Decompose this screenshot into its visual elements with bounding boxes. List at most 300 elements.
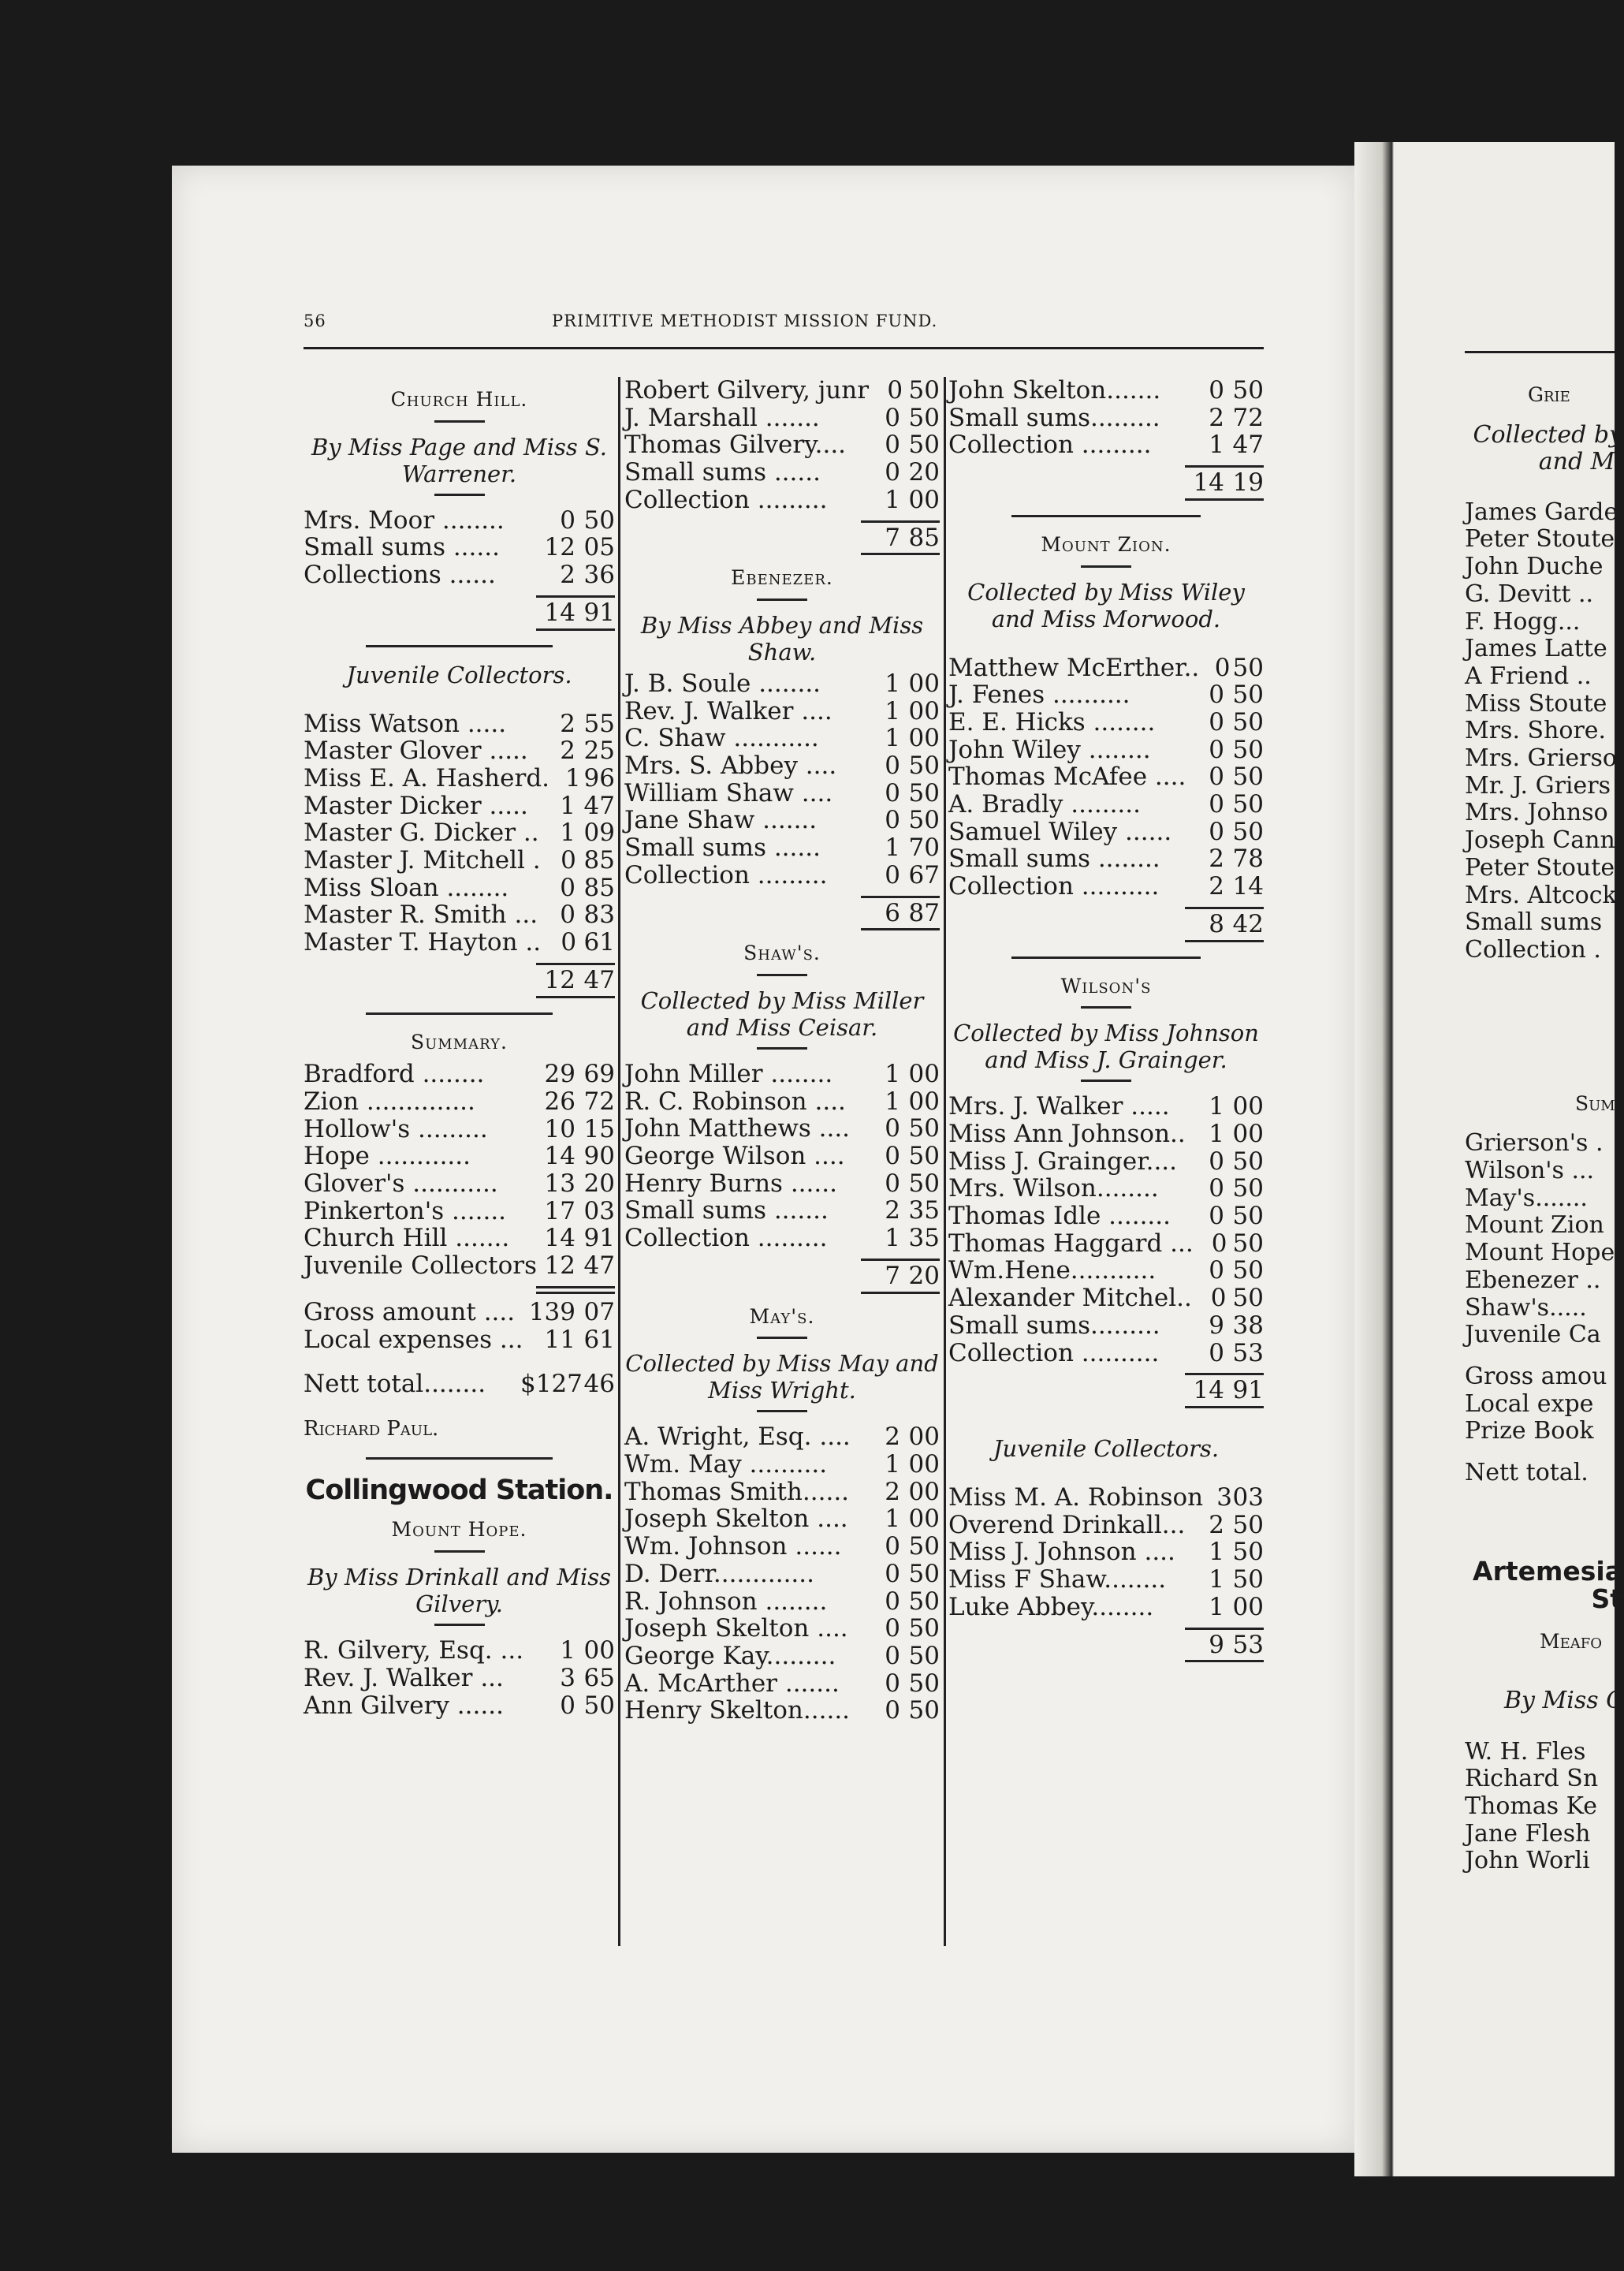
entry-dollars: 0	[1209, 1202, 1224, 1231]
section-total: 7 85	[861, 520, 940, 556]
entry-row	[304, 901, 615, 929]
entry-name: Mrs. Wilson........	[948, 1174, 1159, 1203]
facing-entry-name: Shaw's.....	[1465, 1293, 1587, 1322]
entry-cents: 00	[908, 1087, 940, 1116]
entry-cents: 85	[583, 846, 615, 875]
entry-row	[624, 725, 940, 752]
entry-row	[624, 1115, 940, 1143]
entry-dollars: 14	[544, 1224, 575, 1253]
entry-cents: 50	[583, 505, 615, 535]
entry-dollars: 2	[560, 709, 575, 738]
collectors-line: Collected by Miss Johnson and Miss J. Grainger.	[953, 1020, 1259, 1074]
entry-dollars: 1	[1209, 1119, 1224, 1148]
entry-row	[304, 1143, 615, 1170]
entry-dollars: 0	[1209, 817, 1224, 846]
entry-row	[304, 1637, 615, 1665]
entry-dollars: 1	[885, 833, 900, 863]
entry-dollars: 0	[885, 860, 900, 889]
entry-cents: 50	[1232, 653, 1264, 682]
entry-row	[624, 1143, 940, 1170]
entry-cents: 00	[583, 1636, 615, 1665]
entry-name: Miss J. Grainger....	[948, 1147, 1178, 1176]
entry-row	[624, 780, 940, 807]
entry-dollars: 1	[885, 1224, 900, 1253]
entry-cents: 47	[583, 791, 615, 820]
entry-cents: 78	[1232, 845, 1264, 874]
entry-cents: 05	[583, 533, 615, 562]
entry-name: Luke Abbey........	[948, 1592, 1154, 1621]
entry-name: Miss Watson .....	[304, 709, 507, 738]
entry-row	[624, 487, 940, 514]
entry-dollars: 0	[1209, 1174, 1224, 1203]
entry-row	[948, 1512, 1264, 1539]
entry-name: Collection .........	[948, 431, 1152, 460]
section-total: 7 20	[861, 1259, 940, 1294]
entry-name: D. Derr.............	[624, 1559, 814, 1588]
entry-name: J. Marshall .......	[624, 403, 820, 432]
entry-row	[948, 1175, 1264, 1203]
entry-name: Master R. Smith ...	[304, 901, 538, 930]
entry-cents: 50	[1232, 1538, 1264, 1567]
entry-cents: 50	[908, 1114, 940, 1143]
entry-cents: 15	[583, 1114, 615, 1143]
nett-total-row: Nett total........ $127 46	[304, 1370, 615, 1399]
facing-entry-name: Mrs. Altcock	[1465, 881, 1617, 909]
entry-cents: 50	[908, 1669, 940, 1698]
entry-row	[948, 681, 1264, 709]
entry-row	[304, 1088, 615, 1116]
section-title: Wilson's	[1060, 974, 1152, 998]
entry-name: Thomas Haggard ...	[948, 1229, 1194, 1258]
entry-cents: 00	[908, 1477, 940, 1506]
entry-dollars: 0	[1209, 790, 1224, 819]
entry-row	[624, 1505, 940, 1533]
entry-row	[948, 1566, 1264, 1594]
section-total: 12 47	[536, 963, 615, 998]
facing-entry-name: Miss Stoute	[1465, 689, 1607, 718]
entry-name: Wm. May ..........	[624, 1449, 828, 1479]
divider	[757, 1410, 807, 1412]
facing-collectors-line: Collected by	[1473, 420, 1622, 449]
entry-dollars: 0	[1211, 1229, 1227, 1258]
entry-dollars: 2	[560, 736, 575, 766]
entry-row	[948, 1340, 1264, 1367]
divider	[757, 974, 807, 976]
entry-dollars: 1	[885, 1505, 900, 1534]
entry-name: C. Shaw ...........	[624, 724, 819, 753]
entry-cents: 50	[1232, 790, 1264, 819]
facing-nett-total: Nett total.	[1465, 1459, 1589, 1487]
entry-name: Robert Gilvery, junr	[624, 376, 870, 405]
entry-dollars: 0	[885, 1696, 900, 1725]
entry-dollars: 9	[1209, 1311, 1224, 1340]
entry-name: Wm. Johnson ......	[624, 1532, 842, 1561]
collectors-line: Collected by Miss May and Miss Wright.	[625, 1350, 939, 1404]
entry-cents: 03	[1232, 1482, 1264, 1512]
entry-name: Collection ..........	[948, 1338, 1160, 1367]
entry-cents: 50	[908, 1142, 940, 1171]
entry-name: George Wilson ....	[624, 1142, 845, 1171]
entry-dollars: 0	[1210, 1284, 1227, 1313]
section-title: Mount Zion.	[1041, 532, 1171, 556]
section-total: 8 42	[1185, 907, 1264, 942]
entry-row	[624, 459, 940, 487]
entry-cents: 00	[908, 1449, 940, 1479]
entry-name: Zion ..............	[304, 1087, 475, 1116]
entry-row	[624, 1561, 940, 1588]
entry-cents: 91	[583, 1224, 615, 1253]
entry-cents: 14	[1232, 872, 1264, 901]
entry-name: Small sums.........	[948, 1311, 1160, 1340]
entry-dollars: 0	[560, 873, 575, 902]
entry-cents: 36	[583, 561, 615, 590]
entry-row	[948, 1230, 1264, 1258]
entry-dollars: 1	[885, 1087, 900, 1116]
entry-row	[948, 1538, 1264, 1566]
entry-dollars: 2	[1209, 1510, 1224, 1539]
entry-cents: 50	[1232, 1202, 1264, 1231]
entry-name: Small sums.........	[948, 403, 1160, 432]
facing-entry-name: Grierson's .	[1465, 1129, 1604, 1158]
entry-dollars: 0	[560, 505, 575, 535]
entry-dollars: 0	[1209, 735, 1224, 764]
entry-row	[948, 1093, 1264, 1121]
entry-name: Collection .........	[624, 485, 828, 514]
facing-entry-name: Mount Zion	[1465, 1211, 1604, 1240]
entry-name: Glover's ...........	[304, 1169, 498, 1199]
divider	[434, 494, 485, 496]
entry-row	[624, 1061, 940, 1088]
entry-dollars: 0	[560, 901, 575, 930]
entry-row	[948, 1121, 1264, 1148]
entry-row	[624, 807, 940, 834]
entry-name: R. Gilvery, Esq. ...	[304, 1636, 524, 1665]
facing-entry-name: Thomas Ke	[1465, 1792, 1598, 1821]
entry-cents: 47	[583, 1251, 615, 1281]
entry-dollars: 2	[885, 1423, 900, 1452]
entry-dollars: 0	[1214, 653, 1231, 682]
entry-row	[948, 791, 1264, 819]
section-title: Juvenile Collectors.	[993, 1434, 1220, 1462]
entry-name: Collections ......	[304, 561, 496, 590]
entry-row	[624, 1588, 940, 1616]
entry-row	[304, 534, 615, 561]
entry-row	[304, 819, 615, 847]
entry-row	[624, 698, 940, 725]
entry-cents: 50	[1232, 1256, 1264, 1285]
entry-dollars: 1	[885, 724, 900, 753]
collectors-line: By Miss Page and Miss S. Warrener.	[311, 433, 608, 487]
entry-cents: 72	[1232, 403, 1264, 432]
entry-row	[304, 561, 615, 589]
entry-dollars: 0	[885, 1641, 900, 1670]
entry-name: Small sums ......	[624, 458, 821, 487]
entry-cents: 00	[908, 724, 940, 753]
entry-dollars: 0	[885, 431, 900, 460]
entry-dollars: 0	[1209, 681, 1224, 710]
facing-subsection-title: Meafo	[1540, 1630, 1602, 1654]
entry-cents: 03	[583, 1196, 615, 1225]
divider	[1081, 1006, 1131, 1009]
entry-name: Mrs. Moor ........	[304, 505, 505, 535]
entry-dollars: 2	[1209, 403, 1224, 432]
entry-cents: 50	[1232, 1565, 1264, 1594]
entry-row	[304, 1061, 615, 1088]
entry-dollars: 0	[885, 1169, 900, 1198]
entry-dollars: 0	[1209, 1256, 1224, 1285]
entry-cents: 00	[1232, 1092, 1264, 1121]
column-divider-1	[618, 377, 620, 1946]
entry-row	[948, 1312, 1264, 1340]
entry-cents: 50	[583, 1691, 615, 1720]
facing-entry-name: James Latte	[1465, 635, 1607, 663]
entry-name: Small sums ......	[624, 833, 821, 863]
page-number: 56	[304, 311, 326, 330]
entry-cents: 85	[583, 873, 615, 902]
entry-cents: 50	[908, 751, 940, 781]
entry-dollars: 2	[1209, 872, 1224, 901]
entry-dollars: 3	[1216, 1482, 1232, 1512]
entry-row	[304, 847, 615, 874]
collectors-line: By Miss Abbey and Miss Shaw.	[640, 611, 924, 666]
signature: Richard Paul.	[304, 1416, 439, 1441]
entry-cents: 50	[1232, 681, 1264, 710]
entry-cents: 50	[908, 778, 940, 807]
entry-cents: 50	[908, 403, 940, 432]
book-gutter	[1354, 142, 1394, 2176]
entry-dollars: 1	[1209, 1592, 1224, 1621]
entry-name: A. Bradly .........	[948, 790, 1141, 819]
facing-by-line: By Miss C	[1504, 1686, 1624, 1714]
entry-cents: 50	[1232, 1147, 1264, 1176]
entry-row	[304, 1116, 615, 1143]
entry-dollars: 1	[885, 485, 900, 514]
entry-cents: 50	[1232, 817, 1264, 846]
facing-entry-name: Richard Sn	[1465, 1765, 1599, 1793]
entry-dollars: 1	[885, 669, 900, 698]
entry-row	[304, 792, 615, 820]
entry-row	[948, 1594, 1264, 1621]
entry-dollars: 2	[885, 1196, 900, 1225]
facing-section-title: Grie	[1528, 383, 1570, 406]
entry-name: Samuel Wiley ......	[948, 817, 1172, 846]
divider	[757, 1047, 807, 1050]
entry-cents: 20	[583, 1169, 615, 1199]
facing-entry-name: Gross amou	[1465, 1362, 1607, 1390]
entry-row	[304, 1665, 615, 1692]
facing-entry-name: Peter Stoute	[1465, 853, 1615, 882]
entry-cents: 00	[1232, 1592, 1264, 1621]
entry-row	[304, 874, 615, 902]
entry-cents: 65	[583, 1663, 615, 1692]
section-divider	[366, 1457, 553, 1460]
entry-name: Overend Drinkall...	[948, 1510, 1186, 1539]
collectors-line: Collected by Miss Miller and Miss Ceisar.	[640, 986, 924, 1041]
entry-dollars: 0	[561, 928, 577, 957]
entry-row	[948, 873, 1264, 901]
entry-name: Alexander Mitchel..	[948, 1284, 1192, 1313]
entry-name: Henry Skelton......	[624, 1696, 851, 1725]
entry-row	[304, 1692, 615, 1720]
facing-entry-name: Juvenile Ca	[1465, 1321, 1601, 1349]
entry-dollars: 14	[544, 1142, 575, 1171]
entry-cents: 00	[908, 669, 940, 698]
section-divider	[366, 1012, 553, 1015]
facing-entry-name: James Garde	[1465, 498, 1618, 526]
entry-row	[304, 1170, 615, 1198]
entry-dollars: 0	[885, 1669, 900, 1698]
entry-row	[948, 654, 1264, 682]
facing-entry-name: G. Devitt ..	[1465, 580, 1594, 608]
entry-dollars: 0	[885, 806, 900, 835]
section-total: 14 91	[536, 595, 615, 631]
entry-row	[624, 1170, 940, 1198]
entry-name: Small sums .......	[624, 1196, 829, 1225]
entry-cents: 00	[908, 696, 940, 725]
entry-dollars: 3	[560, 1663, 575, 1692]
entry-dollars: 1	[885, 696, 900, 725]
entry-name: Miss Ann Johnson..	[948, 1119, 1186, 1148]
facing-station-line: St	[1591, 1583, 1622, 1614]
facing-header-rule	[1465, 351, 1615, 353]
entry-cents: 50	[908, 1641, 940, 1670]
entry-dollars: 12	[544, 1251, 575, 1281]
entry-row	[304, 507, 615, 535]
entry-dollars: 1	[885, 1059, 900, 1088]
entry-row	[624, 834, 940, 862]
entry-cents: 70	[908, 833, 940, 863]
entry-dollars: 13	[544, 1169, 575, 1199]
entry-row	[304, 929, 615, 957]
entry-dollars: 1	[1209, 1538, 1224, 1567]
facing-entry-name: Small sums	[1465, 908, 1603, 937]
entry-cents: 67	[908, 860, 940, 889]
section-title: Shaw's.	[743, 942, 821, 965]
entry-cents: 35	[908, 1196, 940, 1225]
entry-dollars: 0	[561, 846, 576, 875]
entry-name: Thomas Smith......	[624, 1477, 850, 1506]
entry-dollars: 0	[1209, 707, 1224, 736]
facing-entry-name: May's.......	[1465, 1184, 1588, 1212]
entry-name: George Kay.........	[624, 1641, 836, 1670]
section-title: Church Hill.	[390, 388, 528, 411]
facing-page-text	[1465, 377, 1622, 1875]
entry-name: Master T. Hayton ..	[304, 928, 542, 957]
entry-row	[624, 1643, 940, 1670]
facing-entry-name: Mount Hope	[1465, 1239, 1615, 1267]
entry-row	[624, 1451, 940, 1479]
entry-dollars: 1	[560, 1636, 575, 1665]
station-heading: Collingwood Station.	[305, 1474, 613, 1506]
entry-cents: 50	[1232, 1284, 1264, 1313]
gross-amount-row: Gross amount .... 139 07	[304, 1297, 615, 1326]
entry-cents: 83	[583, 901, 615, 930]
entry-row	[624, 752, 940, 780]
entry-row	[624, 1533, 940, 1561]
facing-station-heading	[1465, 1555, 1622, 1614]
section-divider	[1011, 515, 1201, 517]
entry-name: Jane Shaw .......	[624, 806, 818, 835]
entry-cents: 00	[908, 1505, 940, 1534]
entry-dollars: 0	[885, 1114, 900, 1143]
entry-name: John Miller ........	[624, 1059, 833, 1088]
section-total: 6 87	[861, 896, 940, 931]
entry-name: Joseph Skelton ....	[624, 1614, 848, 1643]
entry-cents: 55	[583, 709, 615, 738]
entry-cents: 47	[1232, 431, 1264, 460]
entry-row	[624, 1670, 940, 1698]
entry-name: Pinkerton's .......	[304, 1196, 507, 1225]
entry-cents: 50	[1232, 763, 1264, 792]
entry-cents: 50	[908, 806, 940, 835]
entry-name: R. C. Robinson ....	[624, 1087, 846, 1116]
entry-cents: 50	[908, 1559, 940, 1588]
facing-entry-name: A Friend ..	[1465, 662, 1592, 690]
entry-row	[304, 1252, 615, 1280]
entry-name: Master Glover .....	[304, 736, 528, 766]
running-title: PRIMITIVE METHODIST MISSION FUND.	[552, 311, 938, 330]
entry-row	[948, 431, 1264, 459]
entry-row	[948, 1484, 1264, 1512]
facing-entry-name: Mrs. Grierso	[1465, 744, 1617, 773]
entry-cents: 50	[908, 1614, 940, 1643]
entry-name: Hollow's .........	[304, 1114, 488, 1143]
divider	[757, 1337, 807, 1339]
entry-row	[948, 377, 1264, 405]
entry-row	[948, 1257, 1264, 1285]
entry-name: Rev. J. Walker ....	[624, 696, 832, 725]
entry-name: E. E. Hicks ........	[948, 707, 1156, 736]
section-title: Summary.	[411, 1030, 508, 1053]
entry-dollars: 1	[560, 791, 575, 820]
section-total: 14 19	[1185, 465, 1264, 501]
entry-name: Miss M. A. Robinson	[948, 1482, 1204, 1512]
entry-cents: 00	[1232, 1119, 1264, 1148]
collectors-line: Collected by Miss Wiley and Miss Morwood.	[967, 578, 1245, 632]
facing-entry-name: Joseph Cann	[1465, 826, 1615, 855]
entry-name: Mrs. S. Abbey ....	[624, 751, 837, 781]
facing-collectors	[1465, 422, 1622, 475]
entry-row	[624, 1423, 940, 1451]
entry-row	[948, 819, 1264, 846]
entry-dollars: 0	[885, 1614, 900, 1643]
facing-entry-name: Mr. J. Griers	[1465, 771, 1611, 800]
facing-entry-name: Mrs. Johnso	[1465, 799, 1608, 827]
entry-row	[948, 736, 1264, 764]
entry-name: Church Hill .......	[304, 1224, 510, 1253]
entry-name: Thomas McAfee ....	[948, 763, 1186, 792]
entry-dollars: 0	[885, 1142, 900, 1171]
entry-row	[948, 763, 1264, 791]
entry-row	[624, 377, 940, 405]
entry-row	[624, 431, 940, 459]
summary-total-rule	[536, 1286, 615, 1294]
entry-name: John Skelton.......	[948, 376, 1161, 405]
entry-cents: 90	[583, 1142, 615, 1171]
facing-entry-name: Prize Book	[1465, 1417, 1594, 1445]
entry-dollars: 0	[1209, 763, 1224, 792]
entry-row	[304, 1225, 615, 1252]
entry-row	[624, 1225, 940, 1252]
entry-cents: 61	[583, 928, 615, 957]
entry-name: Collection .........	[624, 1224, 828, 1253]
entry-name: Matthew McErther..	[948, 653, 1200, 682]
facing-entry-name: John Worli	[1465, 1847, 1590, 1875]
facing-collectors-line: and Mi	[1538, 447, 1622, 475]
section-title: Ebenezer.	[731, 566, 833, 590]
entry-row	[304, 1198, 615, 1225]
divider	[1081, 1080, 1131, 1082]
